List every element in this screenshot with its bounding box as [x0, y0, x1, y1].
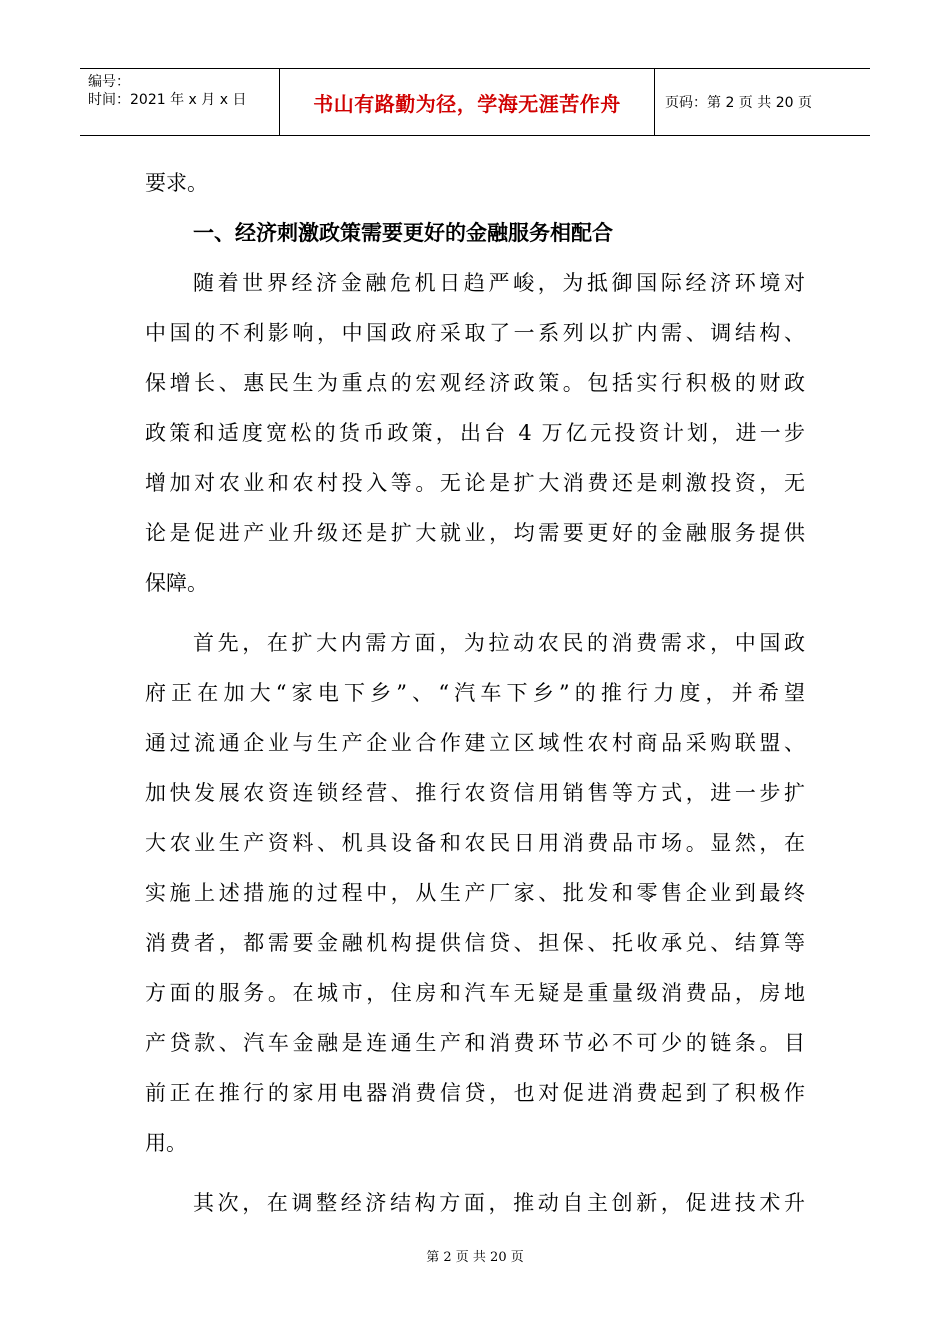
document-date: 时间：2021 年 x 月 x 日: [88, 92, 247, 108]
section-heading: 一、经济刺激政策需要更好的金融服务相配合: [193, 221, 613, 245]
text-line: 用。: [145, 1131, 187, 1155]
document-body: [145, 158, 805, 1228]
text-line: 政策和适度宽松的货币政策，出台 4 万亿元投资计划，进一步: [145, 421, 805, 445]
text-line: 首先，在扩大内需方面，为拉动农民的消费需求，中国政: [193, 631, 805, 655]
text-line: 大农业生产资料、机具设备和农民日用消费品市场。显然，在: [145, 831, 805, 855]
text-line: 府正在加大“家电下乡”、“汽车下乡”的推行力度，并希望: [145, 681, 805, 705]
text-line: 论是促进产业升级还是扩大就业，均需要更好的金融服务提供: [145, 521, 805, 545]
header-page-info-cell: [655, 69, 870, 135]
paragraph-3: [145, 1178, 805, 1228]
text-line: 增加对农业和农村投入等。无论是扩大消费还是刺激投资，无: [145, 471, 805, 495]
header-motto-cell: [280, 69, 655, 135]
text-line: 产贷款、汽车金融是连通生产和消费环节必不可少的链条。目: [145, 1031, 805, 1055]
text-line: 其次，在调整经济结构方面，推动自主创新，促进技术升: [193, 1191, 805, 1215]
text-line: 通过流通企业与生产企业合作建立区域性农村商品采购联盟、: [145, 731, 805, 755]
text-line: 随着世界经济金融危机日趋严峻，为抵御国际经济环境对: [193, 271, 805, 295]
paragraph-2: [145, 618, 805, 1168]
text-line: 方面的服务。在城市，住房和汽车无疑是重量级消费品，房地: [145, 981, 805, 1005]
document-number-label: 编号：: [88, 74, 130, 90]
header-motto: 书山有路勤为径，学海无涯苦作舟: [313, 91, 621, 116]
page-header: [80, 68, 870, 136]
header-page-info: 页码：第 2 页 共 20 页: [665, 95, 812, 111]
text-line: 实施上述措施的过程中，从生产厂家、批发和零售企业到最终: [145, 881, 805, 905]
paragraph-1: [145, 258, 805, 608]
text-line: 保障。: [145, 571, 208, 595]
text-line: 中国的不利影响，中国政府采取了一系列以扩内需、调结构、: [145, 321, 805, 345]
text-line: 消费者，都需要金融机构提供信贷、担保、托收承兑、结算等: [145, 931, 805, 955]
header-meta: [80, 69, 280, 135]
text-line: 保增长、惠民生为重点的宏观经济政策。包括实行积极的财政: [145, 371, 805, 395]
text-line: 加快发展农资连锁经营、推行农资信用销售等方式，进一步扩: [145, 781, 805, 805]
text-line: 前正在推行的家用电器消费信贷，也对促进消费起到了积极作: [145, 1081, 805, 1105]
continuation-line: 要求。: [145, 171, 208, 195]
page-footer: 第 2 页 共 20 页: [426, 1250, 524, 1265]
